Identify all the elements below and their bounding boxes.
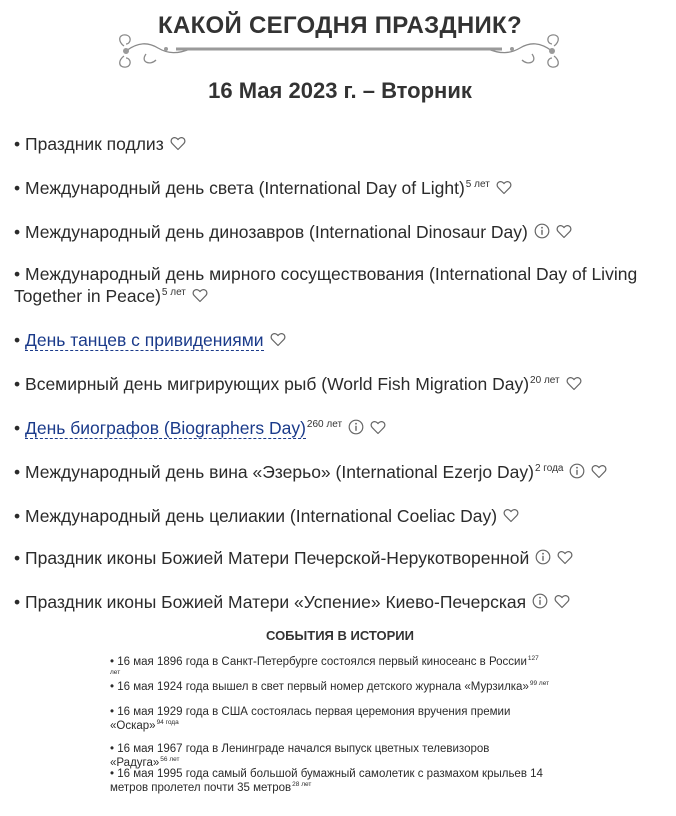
heart-icon[interactable] [270,330,286,352]
ornament-divider [116,32,562,70]
heart-icon[interactable] [192,286,208,308]
heart-icon[interactable] [557,548,573,570]
holiday-age: 20 лет [530,375,560,387]
bullet: • [14,548,21,568]
holiday-item [14,417,664,440]
holiday-item [14,547,664,570]
holiday-link[interactable]: День биографов (Biographers Day) [25,418,306,438]
bullet: • [14,222,21,242]
bullet: • [14,506,21,526]
heart-icon[interactable] [591,462,607,484]
info-icon[interactable] [532,592,548,614]
current-date: 16 Мая 2023 г. – Вторник [208,78,472,103]
info-icon[interactable] [569,462,585,484]
info-icon[interactable] [348,418,364,440]
history-event-text: 16 мая 1896 года в Санкт-Петербурге состоялся первый киносеанс в России [117,656,527,668]
bullet: • [14,264,21,284]
heart-icon[interactable] [556,222,572,244]
heart-icon[interactable] [370,418,386,440]
bullet: • [14,418,21,438]
holiday-name: Праздник иконы Божией Матери Печерской-Нерукотворенной [25,548,530,568]
bullet: • [14,462,21,482]
history-event-text: 16 мая 1929 года в США состоялась первая церемония вручения премии «Оскар» [110,706,511,732]
history-event-text: 16 мая 1924 года вышел в свет первый номер детского журнала «Мурзилка» [117,681,529,693]
holiday-link[interactable]: День танцев с привидениями [25,330,264,350]
holiday-item [14,221,664,244]
holiday-item [14,133,664,156]
history-event-age: 28 лет [292,781,312,789]
history-event [110,655,550,683]
holiday-item [14,461,664,484]
holiday-item [14,177,664,200]
holiday-name: Международный день целиакии (International Coeliac Day) [25,506,498,526]
bullet: • [14,330,21,350]
heart-icon[interactable] [554,592,570,614]
bullet: • [14,134,21,154]
holiday-name: Международный день динозавров (International Dinosaur Day) [25,222,528,242]
bullet: • [14,592,21,612]
heart-icon[interactable] [503,506,519,528]
history-event [110,742,550,770]
bullet: • [110,768,115,780]
holiday-name: Международный день вина «Эзерьо» (International Ezerjo Day) [25,462,534,482]
history-event [110,767,550,795]
holiday-name: Международный день мирного сосуществования (International Day of Living Together in Peace) [14,264,638,306]
history-event [110,680,550,694]
holiday-name: Праздник подлиз [25,134,164,154]
holiday-age: 2 года [534,463,564,475]
page-title: КАКОЙ СЕГОДНЯ ПРАЗДНИК? [158,12,522,39]
heart-icon[interactable] [566,374,582,396]
holiday-item [14,263,664,308]
bullet: • [110,681,115,693]
history-event-age: 99 лет [529,680,550,688]
history-event-age: 94 года [156,719,179,727]
heart-icon[interactable] [496,178,512,200]
history-event-age: 127 лет [110,655,539,677]
info-icon[interactable] [534,222,550,244]
holiday-age: 5 лет [465,179,490,191]
history-section-title: СОБЫТИЯ В ИСТОРИИ [266,628,414,643]
holiday-item [14,505,664,528]
holiday-item [14,591,664,614]
holiday-name: Всемирный день мигрирующих рыб (World Fish Migration Day) [25,374,530,394]
holiday-item [14,373,664,396]
holiday-name: Праздник иконы Божией Матери «Успение» Киево-Печерская [25,592,527,612]
history-event-text: 16 мая 1967 года в Ленинграде начался выпуск цветных телевизоров «Радуга» [110,743,490,769]
history-event [110,705,550,733]
info-icon[interactable] [535,548,551,570]
holiday-age: 5 лет [161,287,186,299]
holiday-item [14,329,664,352]
holiday-name: Международный день света (International Day of Light) [25,178,465,198]
bullet: • [14,178,21,198]
history-event-text: 16 мая 1995 года самый большой бумажный самолетик с размахом крыльев 14 метров пролетел почти 35 метров [110,768,543,794]
bullet: • [110,706,115,718]
bullet: • [14,374,21,394]
history-event-age: 56 лет [160,756,180,764]
heart-icon[interactable] [170,134,186,156]
bullet: • [110,743,115,755]
holiday-age: 260 лет [306,419,343,431]
bullet: • [110,656,115,668]
